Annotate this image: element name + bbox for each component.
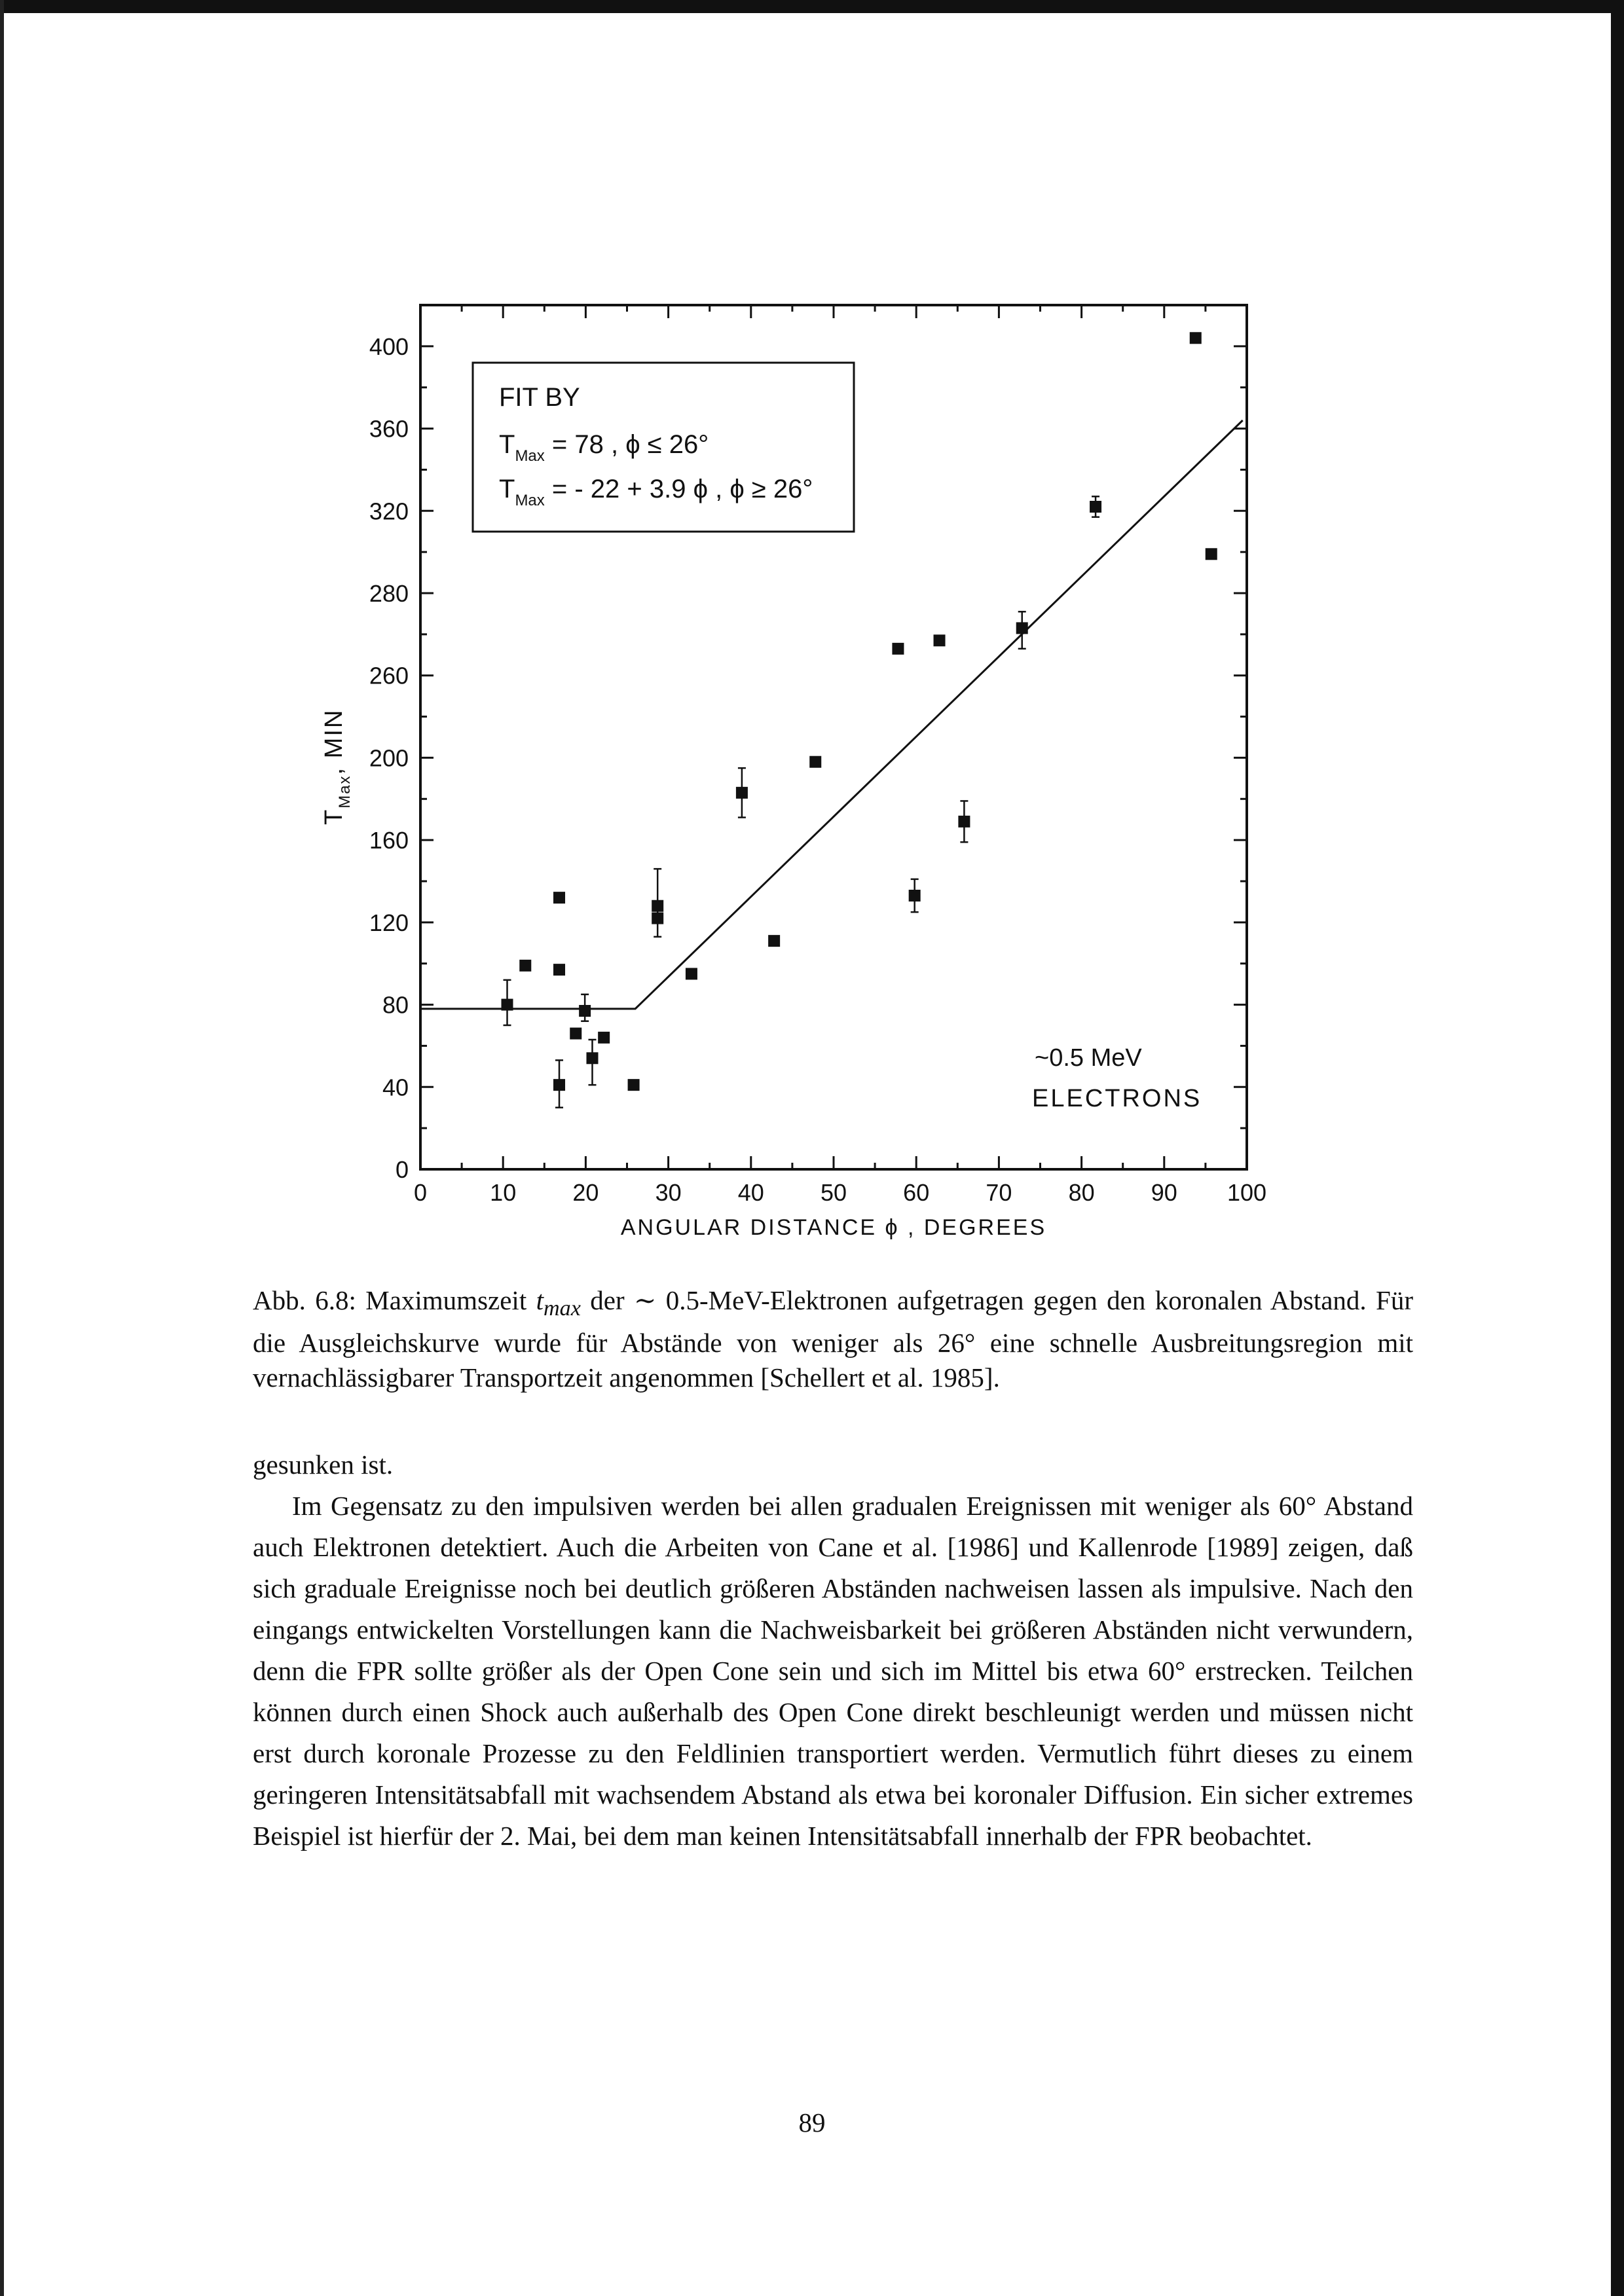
data-point xyxy=(1206,548,1217,560)
figure-caption xyxy=(253,1283,1413,1395)
paragraph-1: gesunken ist. xyxy=(253,1449,394,1480)
data-point xyxy=(652,900,663,912)
x-tick-label: 60 xyxy=(903,1179,930,1206)
page-number: 89 xyxy=(798,2107,826,2138)
data-point xyxy=(598,1032,610,1044)
data-point xyxy=(553,892,565,903)
data-point xyxy=(628,1079,640,1091)
x-tick-label: 10 xyxy=(490,1179,517,1206)
data-point xyxy=(579,1005,591,1017)
data-point xyxy=(958,816,970,828)
caption-text-after: der ∼ 0.5-MeV-Elektronen aufgetragen gegen den koronalen Abstand. Für die Ausgleichskurve wurde für Abstände von weniger als 26° eine schnelle Ausbreitungsregion mit vernachlässigbarer Transportzeit angenommen [Schellert et al. 1985]. xyxy=(253,1285,1413,1393)
x-tick-label: 50 xyxy=(820,1179,847,1206)
data-point xyxy=(553,1079,565,1091)
data-point xyxy=(768,935,780,947)
data-point xyxy=(909,890,921,902)
data-point xyxy=(652,913,663,924)
x-tick-label: 20 xyxy=(572,1179,599,1206)
annotation-energy: ~0.5 MeV xyxy=(1035,1044,1142,1072)
y-tick-label: 0 xyxy=(395,1156,409,1183)
x-tick-label: 40 xyxy=(737,1179,764,1206)
y-tick-labels xyxy=(369,333,409,1183)
scatter-figure xyxy=(288,282,1310,1250)
y-tick-label: 400 xyxy=(369,333,409,360)
x-tick-label: 100 xyxy=(1227,1179,1267,1206)
y-tick-label: 200 xyxy=(369,744,409,772)
x-tick-label: 0 xyxy=(413,1179,428,1206)
fit-box-line-1: $T_{Max} = 78$ , ϕ ≤ 26° xyxy=(499,430,709,465)
y-tick-label: 160 xyxy=(369,827,409,854)
data-point xyxy=(809,756,821,768)
y-tick-label: 260 xyxy=(369,662,409,689)
data-point xyxy=(502,999,513,1011)
data-point xyxy=(586,1052,598,1064)
y-tick-label: 360 xyxy=(369,415,409,443)
x-tick-labels xyxy=(414,1179,1266,1206)
data-point xyxy=(1016,622,1028,634)
scan-border-top xyxy=(0,0,1624,13)
data-point xyxy=(1090,501,1101,513)
x-tick-label: 90 xyxy=(1151,1179,1177,1206)
data-point xyxy=(686,968,697,979)
data-point xyxy=(570,1028,581,1040)
data-point xyxy=(736,787,748,799)
body-text xyxy=(253,1444,1413,1857)
y-axis-label: $T_{Max}$, MIN xyxy=(320,708,354,825)
caption-symbol-sub: max xyxy=(543,1296,581,1321)
y-tick-label: 120 xyxy=(369,909,409,936)
x-tick-label: 80 xyxy=(1068,1179,1095,1206)
caption-symbol: t xyxy=(536,1285,544,1315)
y-tick-label: 80 xyxy=(382,991,409,1019)
x-tick-label: 30 xyxy=(655,1179,682,1206)
data-point xyxy=(519,960,531,972)
annotation-particles: ELECTRONS xyxy=(1032,1085,1202,1112)
data-point xyxy=(1190,332,1202,344)
data-point xyxy=(892,643,904,655)
x-tick-label: 70 xyxy=(986,1179,1012,1206)
scan-border-right xyxy=(1611,0,1624,2296)
caption-text-before: Maximumszeit xyxy=(356,1285,536,1315)
data-point xyxy=(553,964,565,975)
scan-border-left xyxy=(0,0,4,2296)
fit-box-line-2: $T_{Max}$ = - 22 + 3.9 ϕ , ϕ ≥ 26° xyxy=(499,475,813,509)
y-tick-label: 280 xyxy=(369,580,409,607)
data-point xyxy=(934,634,946,646)
fit-box-title: FIT BY xyxy=(499,383,580,412)
paragraph-2: Im Gegensatz zu den impulsiven werden bei allen gradualen Ereignissen mit weniger als 60° Abstand auch Elektronen detektiert. Auch die Arbeiten von Cane et al. [1986] und Kallenrode [1989] zeigen, daß sich graduale Ereignisse noch bei deutlich größeren Abständen nachweisen lassen als impulsive. Nach den eingangs entwickelten Vorstellungen kann die Nachweisbarkeit bei größeren Abständen nicht verwundern, denn die FPR sollte größer als der Open Cone sein und sich im Mittel bis etwa 60° erstrecken. Teilchen können durch einen Shock auch außerhalb des Open Cone direkt beschleunigt werden und müssen nicht erst durch koronale Prozesse zu den Feldlinien transportiert werden. Vermutlich führt dieses zu einem geringeren Intensitätsabfall mit wachsendem Abstand als etwa bei koronaler Diffusion. Ein sicher extremes Beispiel ist hierfür der 2. Mai, bei dem man keinen Intensitätsabfall innerhalb der FPR beobachtet. xyxy=(253,1491,1413,1851)
caption-label: Abb. 6.8: xyxy=(253,1285,356,1315)
y-tick-label: 320 xyxy=(369,498,409,525)
y-tick-label: 40 xyxy=(382,1074,409,1101)
x-axis-label: ANGULAR DISTANCE ϕ , DEGREES xyxy=(620,1215,1047,1240)
